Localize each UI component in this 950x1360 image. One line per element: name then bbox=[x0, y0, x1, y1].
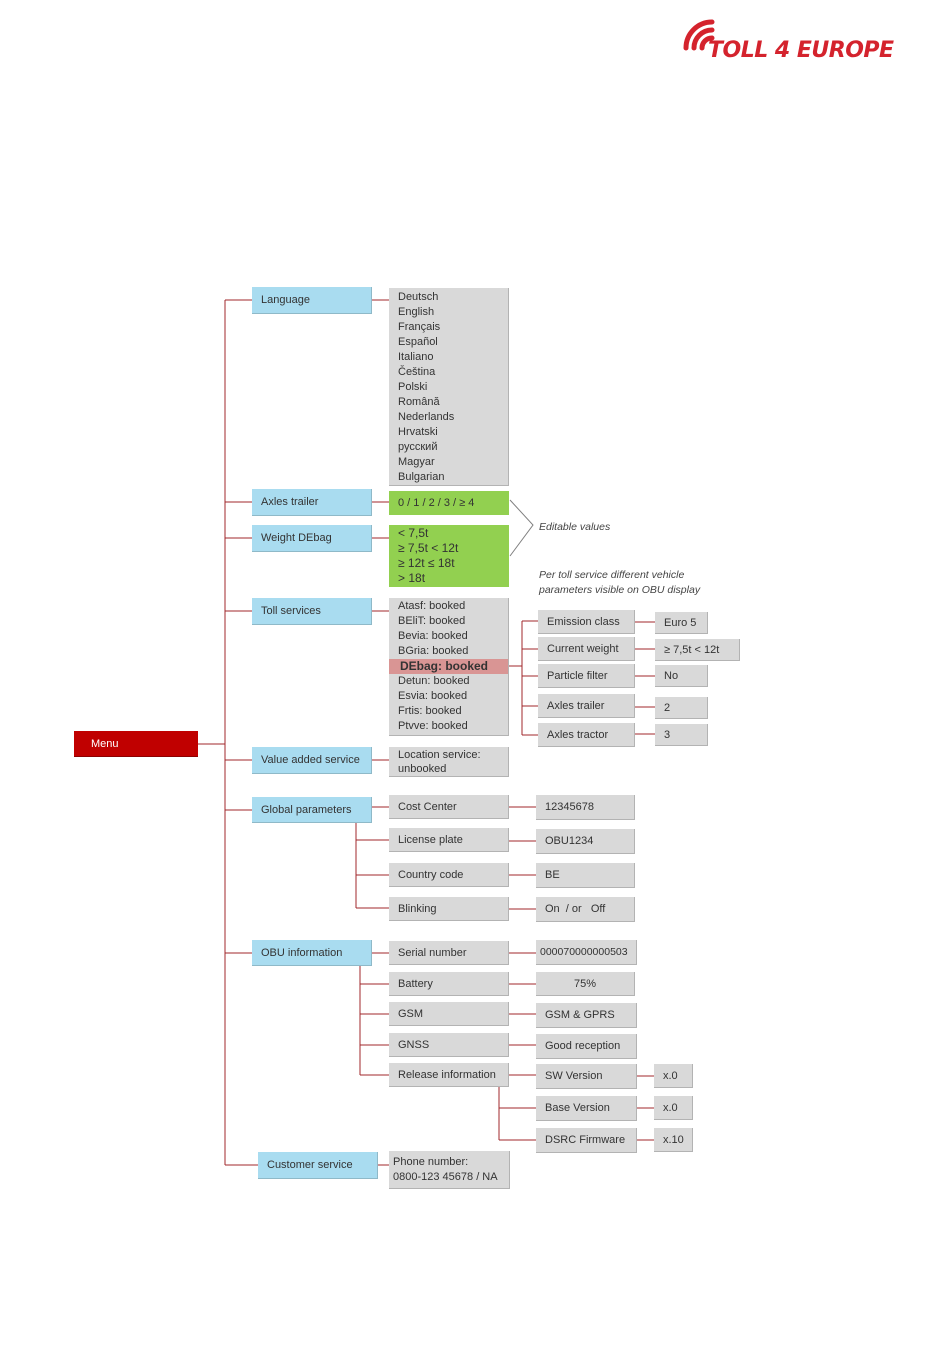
weight-value: < 7,5t bbox=[398, 526, 429, 540]
param-current-weight[interactable] bbox=[538, 637, 635, 661]
param-value: 12345678 bbox=[545, 801, 594, 813]
param-label: DSRC Firmware bbox=[545, 1134, 626, 1146]
value-added-node[interactable] bbox=[252, 747, 372, 774]
language-label: Language bbox=[261, 294, 310, 306]
obu-serial-number-value bbox=[536, 940, 637, 965]
release-base-version-value bbox=[654, 1096, 693, 1120]
param-value: x.0 bbox=[663, 1101, 678, 1114]
language-option[interactable]: Hrvatski bbox=[398, 426, 438, 438]
param-value: x.0 bbox=[663, 1069, 678, 1082]
toll-service-item[interactable]: Ptvve: booked bbox=[398, 720, 468, 732]
obu-gnss-value bbox=[536, 1034, 637, 1059]
param-emission-class-value bbox=[655, 612, 708, 634]
param-value: No bbox=[664, 669, 679, 682]
param-value: 3 bbox=[664, 728, 671, 741]
global-params-node[interactable] bbox=[252, 797, 372, 823]
param-value: Euro 5 bbox=[664, 616, 697, 629]
value-added-line: Location service: bbox=[398, 749, 481, 761]
release-sw-version[interactable] bbox=[536, 1064, 637, 1089]
language-option[interactable]: English bbox=[398, 306, 435, 318]
toll-service-item[interactable]: Atasf: booked bbox=[398, 600, 466, 612]
toll-service-item[interactable]: Detun: booked bbox=[398, 675, 470, 687]
obu-release-info[interactable] bbox=[389, 1063, 509, 1087]
param-label: Emission class bbox=[547, 615, 620, 628]
param-value: 2 bbox=[664, 701, 671, 714]
param-label: GNSS bbox=[398, 1038, 430, 1051]
obu-battery-value bbox=[536, 972, 635, 996]
weight-values[interactable] bbox=[389, 525, 509, 587]
weight-node[interactable] bbox=[252, 525, 372, 552]
global-param-country-code[interactable] bbox=[389, 863, 509, 887]
axles-trailer-node[interactable] bbox=[252, 489, 372, 516]
param-label: Country code bbox=[398, 868, 464, 881]
param-value: On / or Off bbox=[545, 903, 606, 915]
editable-note: Editable values bbox=[539, 521, 611, 533]
param-label: License plate bbox=[398, 833, 463, 846]
param-label: Battery bbox=[398, 977, 433, 990]
customer-service-label: Customer service bbox=[267, 1159, 353, 1171]
language-options bbox=[389, 288, 509, 486]
param-axles-tractor[interactable] bbox=[538, 723, 635, 747]
language-option[interactable]: Română bbox=[398, 396, 440, 408]
language-option[interactable]: Magyar bbox=[398, 456, 435, 468]
param-particle-filter-value bbox=[655, 665, 708, 687]
param-particle-filter[interactable] bbox=[538, 664, 635, 688]
param-current-weight-value bbox=[655, 639, 740, 661]
param-label: Base Version bbox=[545, 1102, 610, 1114]
param-axles-trailer[interactable] bbox=[538, 694, 635, 718]
param-label: Release information bbox=[398, 1068, 496, 1081]
param-label: GSM bbox=[398, 1007, 424, 1020]
param-value: x.10 bbox=[663, 1133, 684, 1146]
param-label: Particle filter bbox=[547, 669, 608, 682]
obu-gnss[interactable] bbox=[389, 1033, 509, 1057]
language-option[interactable]: русский bbox=[398, 441, 438, 453]
weight-label: Weight DEbag bbox=[261, 532, 332, 544]
language-option[interactable]: Čeština bbox=[398, 366, 436, 378]
toll-services-note bbox=[539, 568, 700, 598]
note-line: parameters visible on OBU display bbox=[539, 584, 701, 596]
obu-battery[interactable] bbox=[389, 972, 509, 996]
customer-service-node[interactable] bbox=[258, 1152, 378, 1179]
language-option[interactable]: Bulgarian bbox=[398, 471, 445, 483]
param-label: Blinking bbox=[398, 902, 437, 915]
toll-services-label: Toll services bbox=[261, 605, 321, 617]
obu-serial-number[interactable] bbox=[389, 941, 509, 965]
weight-value: ≥ 12t ≤ 18t bbox=[398, 556, 455, 570]
obu-gsm[interactable] bbox=[389, 1002, 509, 1026]
param-label: Axles trailer bbox=[547, 699, 605, 712]
param-axles-trailer-value bbox=[655, 697, 708, 719]
phone-label: Phone number: bbox=[393, 1156, 469, 1168]
logo-text: TOLL 4 EUROPE bbox=[708, 38, 894, 63]
value-added-values bbox=[389, 747, 509, 777]
global-param-license-plate-value bbox=[536, 829, 635, 854]
axles-trailer-values[interactable] bbox=[389, 491, 509, 515]
axles-trailer-label: Axles trailer bbox=[261, 496, 319, 508]
toll-service-item[interactable]: Esvia: booked bbox=[398, 690, 468, 702]
weight-value: > 18t bbox=[398, 571, 426, 585]
toll-service-item-selected[interactable]: DEbag: booked bbox=[389, 659, 508, 674]
global-param-country-code-value bbox=[536, 863, 635, 888]
customer-service-values bbox=[389, 1151, 510, 1189]
phone-number[interactable]: 0800-123 45678 / NA bbox=[393, 1171, 498, 1183]
value-added-line: unbooked bbox=[398, 763, 447, 775]
note-line: Per toll service different vehicle bbox=[539, 569, 685, 581]
param-label: Cost Center bbox=[398, 800, 457, 813]
language-option[interactable]: Nederlands bbox=[398, 411, 455, 423]
param-axles-tractor-value bbox=[655, 724, 708, 746]
param-value: 75% bbox=[573, 977, 597, 990]
toll-services-node[interactable] bbox=[252, 598, 372, 625]
toll-service-item[interactable]: BGria: booked bbox=[398, 645, 469, 657]
param-label: Axles tractor bbox=[547, 728, 609, 741]
release-base-version[interactable] bbox=[536, 1096, 637, 1121]
toll-service-item[interactable]: Frtis: booked bbox=[398, 705, 462, 717]
global-param-blinking[interactable] bbox=[389, 897, 509, 921]
param-value: ≥ 7,5t < 12t bbox=[664, 643, 720, 656]
value-added-label: Value added service bbox=[261, 754, 360, 766]
menu-label: Menu bbox=[91, 737, 119, 750]
param-value: OBU1234 bbox=[545, 835, 594, 847]
param-value: Good reception bbox=[545, 1040, 621, 1052]
global-param-cost-center[interactable] bbox=[389, 795, 509, 819]
obu-info-label: OBU information bbox=[261, 946, 343, 959]
language-option[interactable]: Polski bbox=[398, 381, 428, 393]
language-option[interactable]: Deutsch bbox=[398, 291, 439, 303]
weight-value: ≥ 7,5t < 12t bbox=[398, 541, 459, 555]
axles-trailer-value: 0 / 1 / 2 / 3 / ≥ 4 bbox=[398, 497, 475, 509]
release-sw-version-value bbox=[654, 1064, 693, 1088]
toll-services-list bbox=[389, 598, 509, 736]
param-value: BE bbox=[545, 869, 560, 881]
language-option[interactable]: Français bbox=[398, 321, 441, 333]
global-param-blinking-value[interactable] bbox=[536, 897, 635, 922]
param-emission-class[interactable] bbox=[538, 610, 635, 634]
release-dsrc-firmware[interactable] bbox=[536, 1128, 637, 1153]
param-value: GSM & GPRS bbox=[545, 1009, 615, 1021]
language-node[interactable] bbox=[252, 287, 372, 314]
language-option[interactable]: Español bbox=[398, 336, 438, 348]
language-option[interactable]: Italiano bbox=[398, 351, 434, 363]
param-value: 000070000000503 bbox=[540, 946, 628, 958]
toll-service-item[interactable]: Bevia: booked bbox=[398, 630, 468, 642]
param-label: Current weight bbox=[547, 642, 619, 655]
obu-gsm-value bbox=[536, 1003, 637, 1028]
param-label: SW Version bbox=[545, 1070, 603, 1082]
menu-root[interactable] bbox=[74, 731, 198, 757]
global-param-cost-center-value bbox=[536, 795, 635, 820]
toll-service-item[interactable]: BEliT: booked bbox=[398, 615, 466, 627]
param-label: Serial number bbox=[398, 946, 467, 959]
obu-info-node[interactable] bbox=[252, 940, 372, 966]
global-param-license-plate[interactable] bbox=[389, 828, 509, 852]
release-dsrc-firmware-value bbox=[654, 1128, 693, 1152]
global-params-label: Global parameters bbox=[261, 803, 352, 816]
